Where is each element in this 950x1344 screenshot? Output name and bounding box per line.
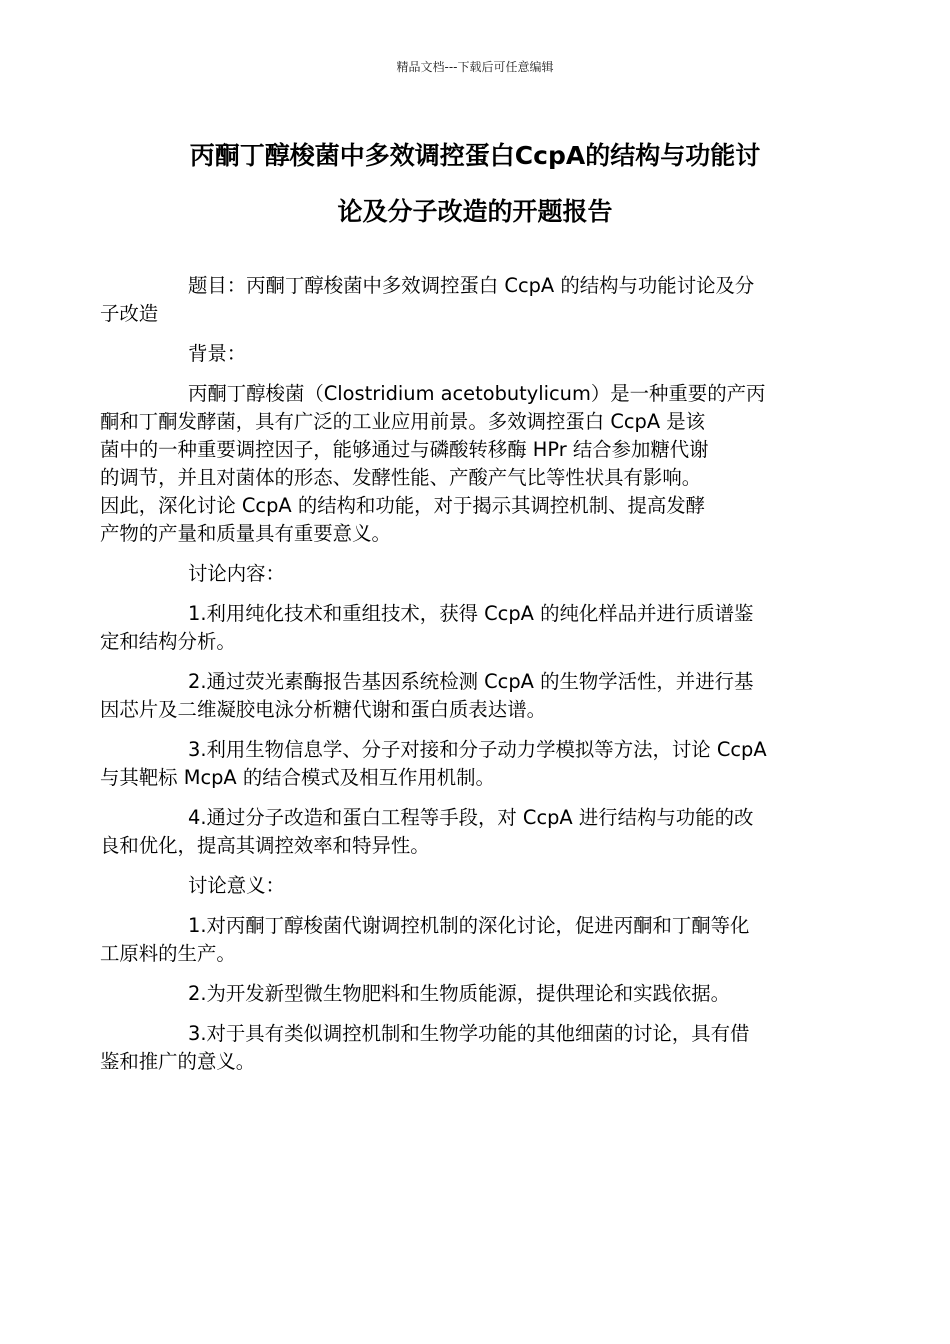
paragraph-line: 定和结构分析。 bbox=[100, 630, 236, 653]
paragraph-line: 1.对丙酮丁醇梭菌代谢调控机制的深化讨论，促进丙酮和丁酮等化 bbox=[188, 914, 750, 937]
title-line: 丙酮丁醇梭菌中多效调控蛋白CcpA的结构与功能讨 bbox=[189, 141, 761, 170]
paragraph-line: 2.通过荧光素酶报告基因系统检测 CcpA 的生物学活性，并进行基 bbox=[188, 670, 754, 693]
page-header: 精品文档---下载后可任意编辑 bbox=[396, 60, 554, 74]
paragraph bbox=[144, 560, 808, 588]
paragraph bbox=[144, 980, 808, 1008]
paragraph bbox=[100, 1020, 808, 1076]
paragraph-line: 鉴和推广的意义。 bbox=[100, 1050, 256, 1073]
paragraph bbox=[100, 668, 808, 724]
paragraph-line: 4.通过分子改造和蛋白工程等手段，对 CcpA 进行结构与功能的改 bbox=[188, 806, 754, 829]
paragraph-line: 背景： bbox=[188, 342, 247, 365]
paragraph-line: 菌中的一种重要调控因子，能够通过与磷酸转移酶 HPr 结合参加糖代谢 bbox=[100, 438, 709, 461]
paragraph bbox=[100, 272, 808, 328]
paragraph-line: 1.利用纯化技术和重组技术，获得 CcpA 的纯化样品并进行质谱鉴 bbox=[188, 602, 754, 625]
document-body bbox=[100, 272, 808, 1088]
paragraph bbox=[100, 912, 808, 968]
paragraph-line: 题目：丙酮丁醇梭菌中多效调控蛋白 CcpA 的结构与功能讨论及分 bbox=[188, 274, 755, 297]
paragraph-line: 酮和丁酮发酵菌，具有广泛的工业应用前景。多效调控蛋白 CcpA 是该 bbox=[100, 410, 706, 433]
paragraph-line: 工原料的生产。 bbox=[100, 942, 236, 965]
paragraph-line: 的调节，并且对菌体的形态、发酵性能、产酸产气比等性状具有影响。 bbox=[100, 466, 702, 489]
paragraph-line: 讨论内容： bbox=[188, 562, 285, 585]
paragraph bbox=[100, 600, 808, 656]
title-line: 论及分子改造的开题报告 bbox=[337, 197, 613, 226]
paragraph-line: 子改造 bbox=[100, 302, 159, 325]
paragraph-line: 产物的产量和质量具有重要意义。 bbox=[100, 522, 391, 545]
paragraph-line: 因此，深化讨论 CcpA 的结构和功能，对于揭示其调控机制、提高发酵 bbox=[100, 494, 706, 517]
paragraph-line: 良和优化，提高其调控效率和特异性。 bbox=[100, 834, 430, 857]
paragraph-line: 因芯片及二维凝胶电泳分析糖代谢和蛋白质表达谱。 bbox=[100, 698, 546, 721]
paragraph-line: 3.对于具有类似调控机制和生物学功能的其他细菌的讨论，具有借 bbox=[188, 1022, 750, 1045]
paragraph bbox=[144, 340, 808, 368]
paragraph-line: 2.为开发新型微生物肥料和生物质能源，提供理论和实践依据。 bbox=[188, 982, 731, 1005]
document-title bbox=[140, 128, 810, 240]
paragraph bbox=[100, 804, 808, 860]
paragraph-line: 讨论意义： bbox=[188, 874, 285, 897]
paragraph-line: 丙酮丁醇梭菌（Clostridium acetobutylicum）是一种重要的产丙 bbox=[188, 382, 766, 405]
paragraph-line: 3.利用生物信息学、分子对接和分子动力学模拟等方法，讨论 CcpA bbox=[188, 738, 767, 761]
paragraph bbox=[144, 872, 808, 900]
paragraph bbox=[100, 736, 808, 792]
paragraph bbox=[100, 380, 808, 548]
paragraph-line: 与其靶标 McpA 的结合模式及相互作用机制。 bbox=[100, 766, 495, 789]
